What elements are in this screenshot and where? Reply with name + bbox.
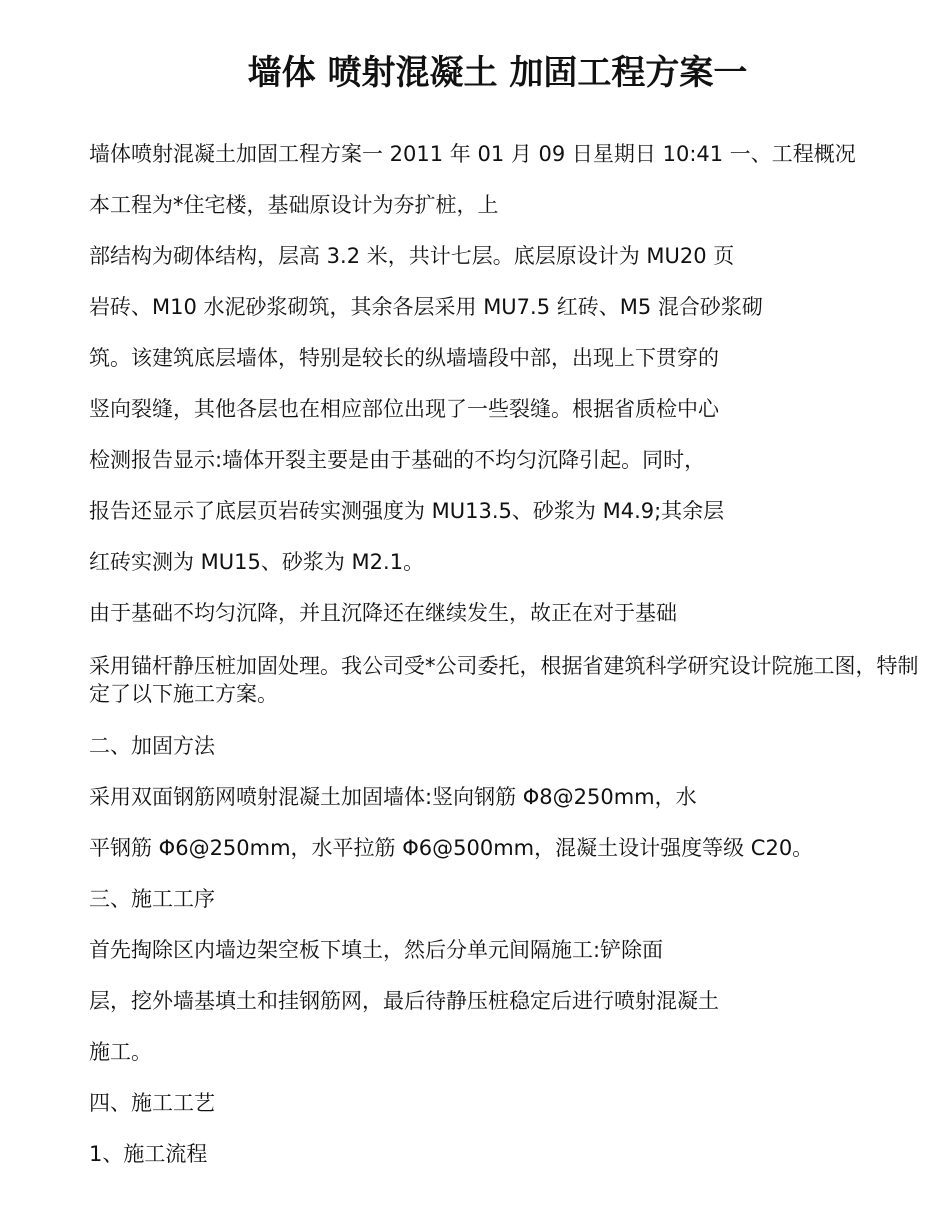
paragraph-intro: 墙体喷射混凝土加固工程方案一 2011 年 01 月 09 日星期日 10:41 一、工程概况: [89, 142, 856, 166]
paragraph-line: 筑。该建筑底层墙体，特别是较长的纵墙墙段中部，出现上下贯穿的: [89, 346, 719, 370]
paragraph-line: 平钢筋 Φ6@250mm，水平拉筋 Φ6@500mm，混凝土设计强度等级 C20。: [89, 836, 814, 860]
paragraph-line: 由于基础不均匀沉降，并且沉降还在继续发生，故正在对于基础: [89, 601, 677, 625]
paragraph-line: 本工程为*住宅楼，基础原设计为夯扩桩，上: [89, 193, 499, 217]
paragraph-line: 岩砖、M10 水泥砂浆砌筑，其余各层采用 MU7.5 红砖、M5 混合砂浆砌: [89, 295, 763, 319]
section-heading-method: 二、加固方法: [89, 734, 215, 758]
document-title: 墙体 喷射混凝土 加固工程方案一: [247, 53, 748, 93]
section-heading-procedure: 三、施工工序: [89, 887, 215, 911]
paragraph-line: 报告还显示了底层页岩砖实测强度为 MU13.5、砂浆为 M4.9;其余层: [89, 499, 725, 523]
section-heading-technique: 四、施工工艺: [89, 1091, 215, 1115]
paragraph-line: 红砖实测为 MU15、砂浆为 M2.1。: [89, 550, 425, 574]
paragraph-line: 检测报告显示:墙体开裂主要是由于基础的不均匀沉降引起。同时，: [89, 448, 706, 472]
paragraph-line: 施工。: [89, 1040, 152, 1064]
paragraph-wrapped: 采用锚杆静压桩加固处理。我公司受*公司委托，根据省建筑科学研究设计院施工图，特制定了以下施工方案。: [89, 654, 919, 706]
subsection-heading-flow: 1、施工流程: [89, 1142, 208, 1166]
paragraph-line: 层，挖外墙基填土和挂钢筋网，最后待静压桩稳定后进行喷射混凝土: [89, 989, 719, 1013]
paragraph-line: 竖向裂缝，其他各层也在相应部位出现了一些裂缝。根据省质检中心: [89, 397, 719, 421]
paragraph-line: 采用双面钢筋网喷射混凝土加固墙体:竖向钢筋 Φ8@250mm，水: [89, 785, 697, 809]
paragraph-line: 首先掏除区内墙边架空板下填土，然后分单元间隔施工:铲除面: [89, 938, 664, 962]
paragraph-line: 部结构为砌体结构，层高 3.2 米，共计七层。底层原设计为 MU20 页: [89, 244, 735, 268]
